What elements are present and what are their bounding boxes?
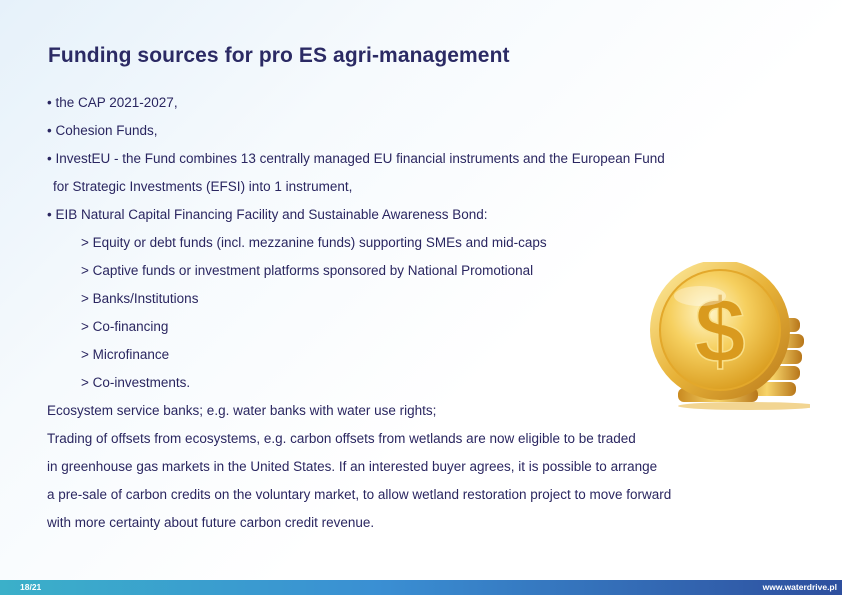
sub-item-co-investments: > Co-investments.	[81, 375, 191, 390]
sub-item-microfinance: > Microfinance	[81, 347, 170, 362]
paragraph-trading-offsets-3: a pre-sale of carbon credits on the voluntary market, to allow wetland restoration project to move forward	[47, 487, 672, 502]
sub-item-co-financing: > Co-financing	[81, 319, 169, 334]
paragraph-ecosystem-banks: Ecosystem service banks; e.g. water banks with water use rights;	[47, 403, 437, 418]
bullet-investeu-continued: for Strategic Investments (EFSI) into 1 instrument,	[53, 179, 353, 194]
paragraph-trading-offsets-1: Trading of offsets from ecosystems, e.g. carbon offsets from wetlands are now eligible to be traded	[47, 431, 636, 446]
bullet-cap: • the CAP 2021-2027,	[47, 95, 178, 110]
content-body	[47, 89, 727, 537]
website-link[interactable]: www.waterdrive.pl	[762, 582, 837, 592]
bullet-eib: • EIB Natural Capital Financing Facility and Sustainable Awareness Bond:	[47, 207, 488, 222]
paragraph-trading-offsets-2: in greenhouse gas markets in the United States. If an interested buyer agrees, it is possible to arrange	[47, 459, 658, 474]
bullet-investeu: • InvestEU - the Fund combines 13 centrally managed EU financial instruments and the European Fund	[47, 151, 665, 166]
bullet-cohesion-funds: • Cohesion Funds,	[47, 123, 158, 138]
page-title: Funding sources for pro ES agri-management	[48, 44, 510, 67]
footer-bar	[0, 580, 842, 595]
paragraph-trading-offsets-4: with more certainty about future carbon credit revenue.	[47, 515, 375, 530]
sub-item-equity-funds: > Equity or debt funds (incl. mezzanine funds) supporting SMEs and mid-caps	[81, 235, 547, 250]
sub-item-banks: > Banks/Institutions	[81, 291, 199, 306]
svg-text:$: $	[694, 280, 746, 382]
gold-dollar-coin-stack-icon	[638, 262, 810, 412]
sub-item-captive-funds: > Captive funds or investment platforms sponsored by National Promotional	[81, 263, 534, 278]
page-number: 18/21	[20, 582, 42, 592]
